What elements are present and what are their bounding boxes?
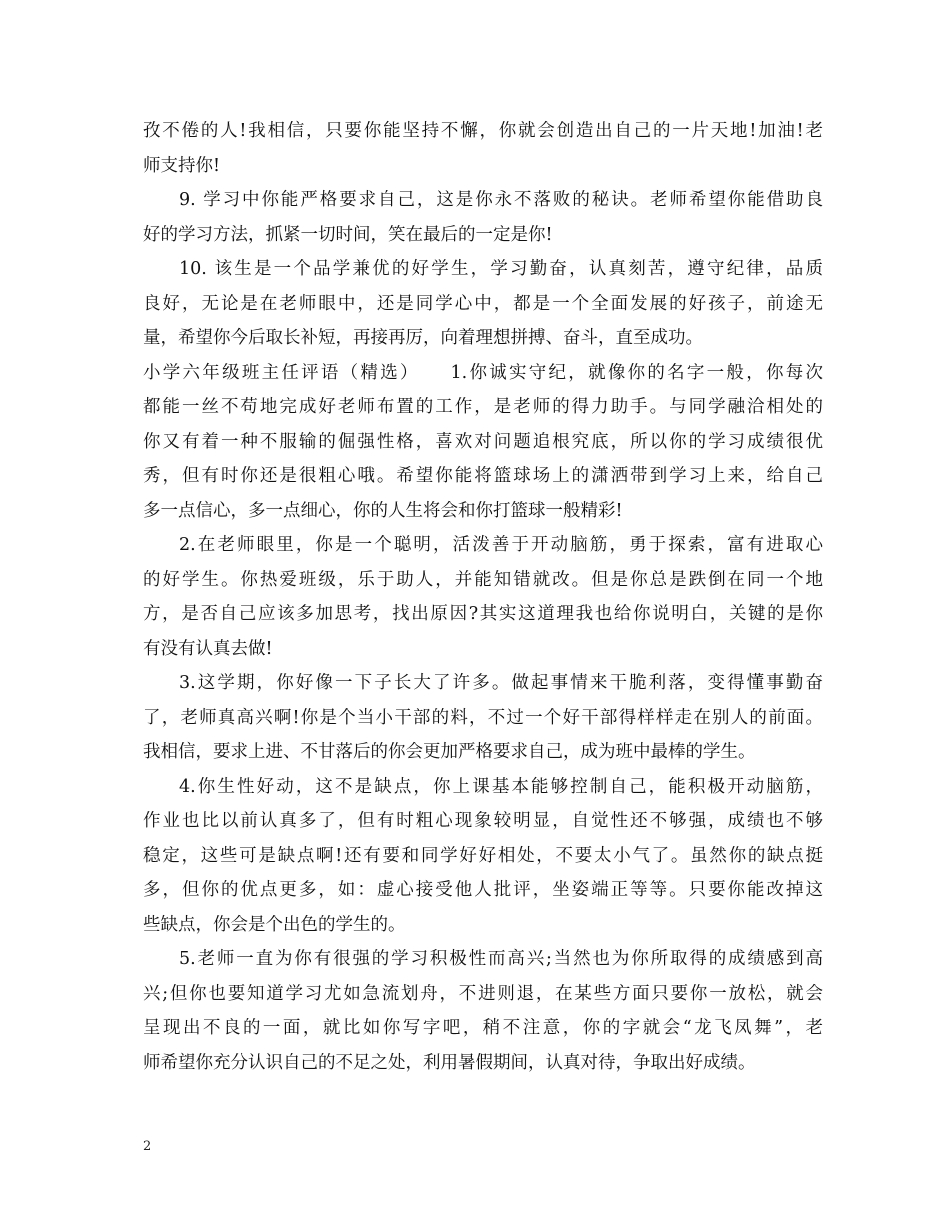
text-line: 作业也比以前认真多了，但有时粗心现象较明显，自觉性还不够强，成绩也不够 — [143, 811, 823, 831]
text-line: 都能一丝不苟地完成好老师布置的工作，是老师的得力助手。与同学融洽相处的 — [143, 397, 823, 417]
text-line: 兴;但你也要知道学习尤如急流划舟，不进则退，在某些方面只要你一放松，就会 — [143, 983, 823, 1004]
text-line: 多，但你的优点更多，如：虚心接受他人批评，坐姿端正等等。只要你能改掉这 — [143, 880, 823, 900]
text-line: 稳定，这些可是缺点啊!还有要和同学好好相处，不要太小气了。虽然你的缺点挺 — [143, 845, 823, 866]
text-line: 有没有认真去做! — [143, 638, 273, 659]
text-line: 师支持你! — [143, 155, 221, 176]
text-line: 些缺点，你会是个出色的学生的。 — [143, 914, 406, 935]
text-line: 我相信，要求上进、不甘落后的你会更加严格要求自己，成为班中最棒的学生。 — [143, 742, 756, 762]
text-line: 3.这学期，你好像一下子长大了许多。做起事情来干脆利落，变得懂事勤奋 — [179, 673, 823, 693]
page-number: 2 — [143, 1139, 152, 1154]
text-line: 的好学生。你热爱班级，乐于助人，并能知错就改。但是你总是跌倒在同一个地 — [143, 569, 823, 590]
text-line: 10. 该生是一个品学兼优的好学生，学习勤奋，认真刻苦，遵守纪律，品质 — [179, 259, 823, 279]
text-line: 5.老师一直为你有很强的学习积极性而高兴;当然也为你所取得的成绩感到高 — [179, 949, 823, 969]
text-line: 4.你生性好动，这不是缺点，你上课基本能够控制自己，能积极开动脑筋， — [179, 776, 823, 797]
text-line: 9. 学习中你能严格要求自己，这是你永不落败的秘诀。老师希望你能借助良 — [179, 190, 823, 210]
text-line: 你又有着一种不服输的倔强性格，喜欢对问题追根究底，所以你的学习成绩很优 — [143, 431, 823, 452]
text-line: 良好，无论是在老师眼中，还是同学心中，都是一个全面发展的好孩子，前途无 — [143, 293, 823, 314]
text-line: 孜不倦的人!我相信，只要你能坚持不懈，你就会创造出自己的一片天地!加油!老 — [143, 121, 823, 141]
text-line: 了，老师真高兴啊!你是个当小干部的料，不过一个好干部得样样走在别人的前面。 — [143, 707, 823, 728]
text-line: 多一点信心，多一点细心，你的人生将会和你打篮球一般精彩! — [143, 500, 623, 521]
text-line: 量，希望你今后取长补短，再接再厉，向着理想拼搏、奋斗，直至成功。 — [143, 328, 703, 348]
document-body — [143, 114, 823, 1080]
text-line: 小学六年级班主任评语（精选） 1.你诚实守纪，就像你的名字一般，你每次 — [143, 362, 823, 383]
text-line: 方，是否自己应该多加思考，找出原因?其实这道理我也给你说明白，关键的是你 — [143, 604, 823, 624]
text-line: 2.在老师眼里，你是一个聪明，活泼善于开动脑筋，勇于探索，富有进取心 — [179, 535, 823, 555]
text-line: 师希望你充分认识自己的不足之处，利用暑假期间，认真对待，争取出好成绩。 — [143, 1052, 756, 1073]
text-line: 秀，但有时你还是很粗心哦。希望你能将篮球场上的潇洒带到学习上来，给自己 — [143, 466, 823, 486]
text-line: 呈现出不良的一面，就比如你写字吧，稍不注意，你的字就会“龙飞凤舞”，老 — [143, 1018, 823, 1038]
text-line: 好的学习方法，抓紧一切时间，笑在最后的一定是你! — [143, 224, 553, 245]
